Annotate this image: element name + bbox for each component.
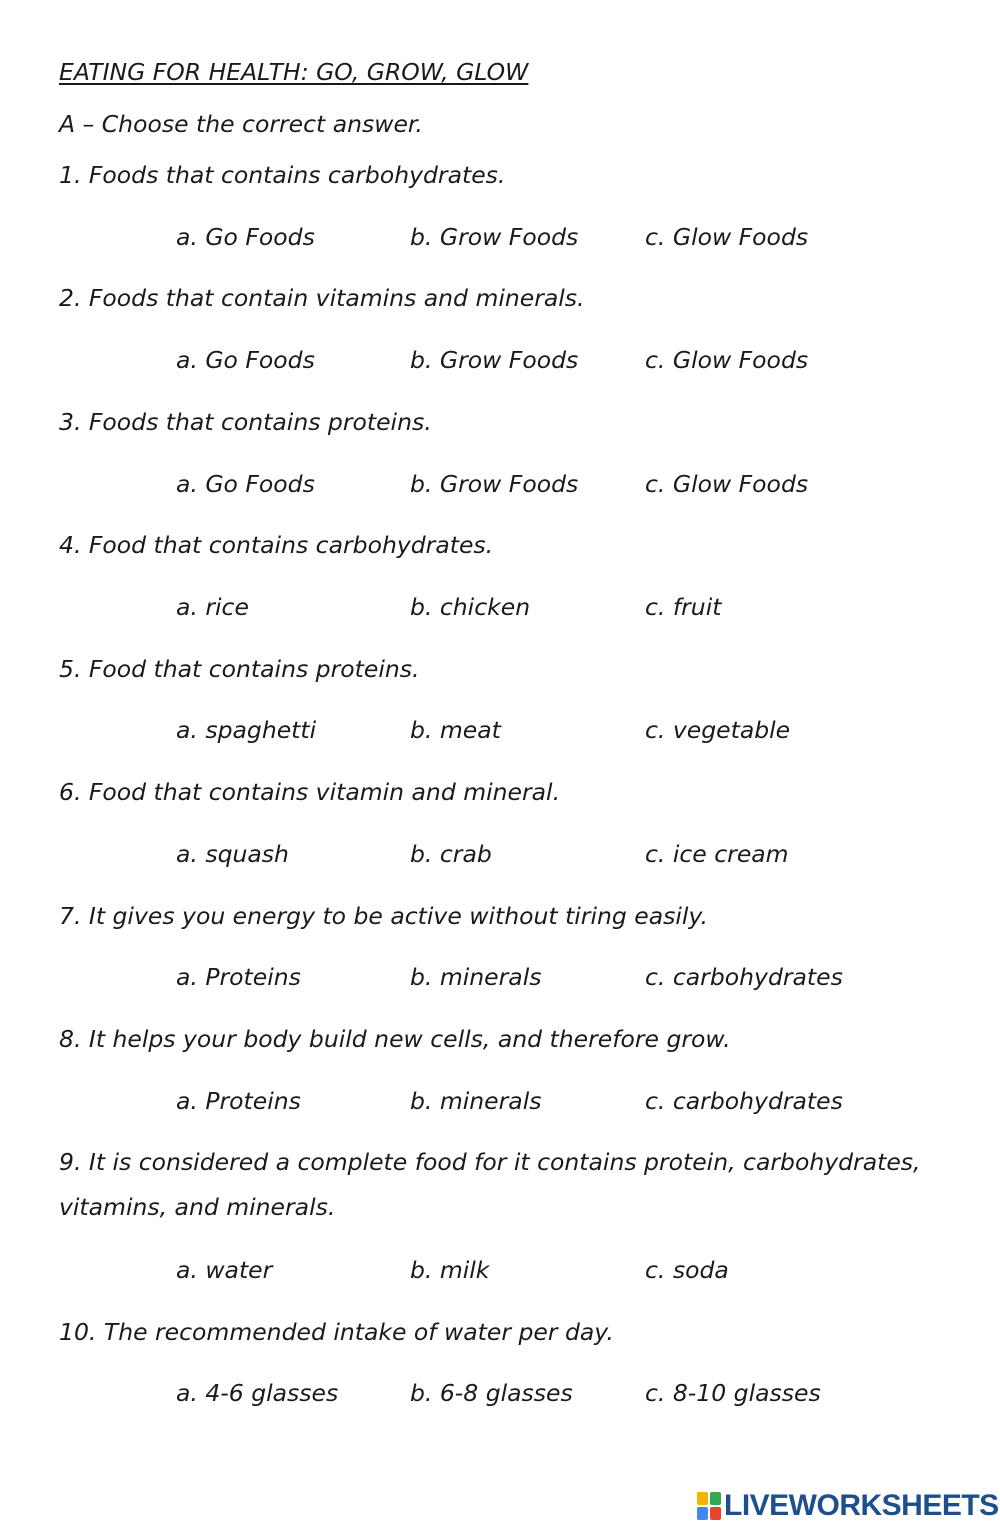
q1-option-c[interactable]: c. Glow Foods <box>645 223 809 251</box>
q5-option-c[interactable]: c. vegetable <box>645 716 791 744</box>
question-2: 2. Foods that contain vitamins and minerals. <box>59 284 585 312</box>
q3-option-c[interactable]: c. Glow Foods <box>645 470 809 498</box>
q8-option-a[interactable]: a. Proteins <box>176 1087 301 1115</box>
question-1: 1. Foods that contains carbohydrates. <box>59 161 506 189</box>
question-9: 9. It is considered a complete food for it contains protein, carbohydrates, vitamins, and minerals. <box>59 1148 921 1221</box>
section-instruction: A – Choose the correct answer. <box>59 110 423 138</box>
q8-option-c[interactable]: c. carbohydrates <box>645 1087 843 1115</box>
q4-option-c[interactable]: c. fruit <box>645 593 722 621</box>
q9-option-b[interactable]: b. milk <box>410 1256 490 1284</box>
q6-option-b[interactable]: b. crab <box>410 840 492 868</box>
liveworksheets-brand <box>697 1489 999 1523</box>
question-10: 10. The recommended intake of water per day. <box>59 1318 614 1346</box>
q6-option-a[interactable]: a. squash <box>176 840 289 868</box>
question-6: 6. Food that contains vitamin and mineral. <box>59 778 561 806</box>
question-7: 7. It gives you energy to be active without tiring easily. <box>59 902 708 930</box>
q10-option-b[interactable]: b. 6-8 glasses <box>410 1379 573 1407</box>
q2-option-b[interactable]: b. Grow Foods <box>410 346 579 374</box>
q6-option-c[interactable]: c. ice cream <box>645 840 789 868</box>
q5-option-a[interactable]: a. spaghetti <box>176 716 317 744</box>
question-5: 5. Food that contains proteins. <box>59 655 420 683</box>
q2-option-a[interactable]: a. Go Foods <box>176 346 315 374</box>
q10-option-c[interactable]: c. 8-10 glasses <box>645 1379 821 1407</box>
brand-name: LIVEWORKSHEETS <box>724 1489 999 1522</box>
q4-option-b[interactable]: b. chicken <box>410 593 531 621</box>
q7-option-a[interactable]: a. Proteins <box>176 963 301 991</box>
worksheet-title: EATING FOR HEALTH: GO, GROW, GLOW <box>59 58 529 86</box>
q2-option-c[interactable]: c. Glow Foods <box>645 346 809 374</box>
q4-option-a[interactable]: a. rice <box>176 593 249 621</box>
q7-option-b[interactable]: b. minerals <box>410 963 542 991</box>
question-8: 8. It helps your body build new cells, and therefore grow. <box>59 1025 731 1053</box>
q3-option-a[interactable]: a. Go Foods <box>176 470 315 498</box>
q3-option-b[interactable]: b. Grow Foods <box>410 470 579 498</box>
question-3: 3. Foods that contains proteins. <box>59 408 432 436</box>
q1-option-b[interactable]: b. Grow Foods <box>410 223 579 251</box>
q10-option-a[interactable]: a. 4-6 glasses <box>176 1379 339 1407</box>
question-4: 4. Food that contains carbohydrates. <box>59 531 494 559</box>
q1-option-a[interactable]: a. Go Foods <box>176 223 315 251</box>
q9-option-a[interactable]: a. water <box>176 1256 273 1284</box>
q9-option-c[interactable]: c. soda <box>645 1256 729 1284</box>
q7-option-c[interactable]: c. carbohydrates <box>645 963 843 991</box>
liveworksheets-logo-icon <box>697 1492 721 1520</box>
q8-option-b[interactable]: b. minerals <box>410 1087 542 1115</box>
q5-option-b[interactable]: b. meat <box>410 716 501 744</box>
